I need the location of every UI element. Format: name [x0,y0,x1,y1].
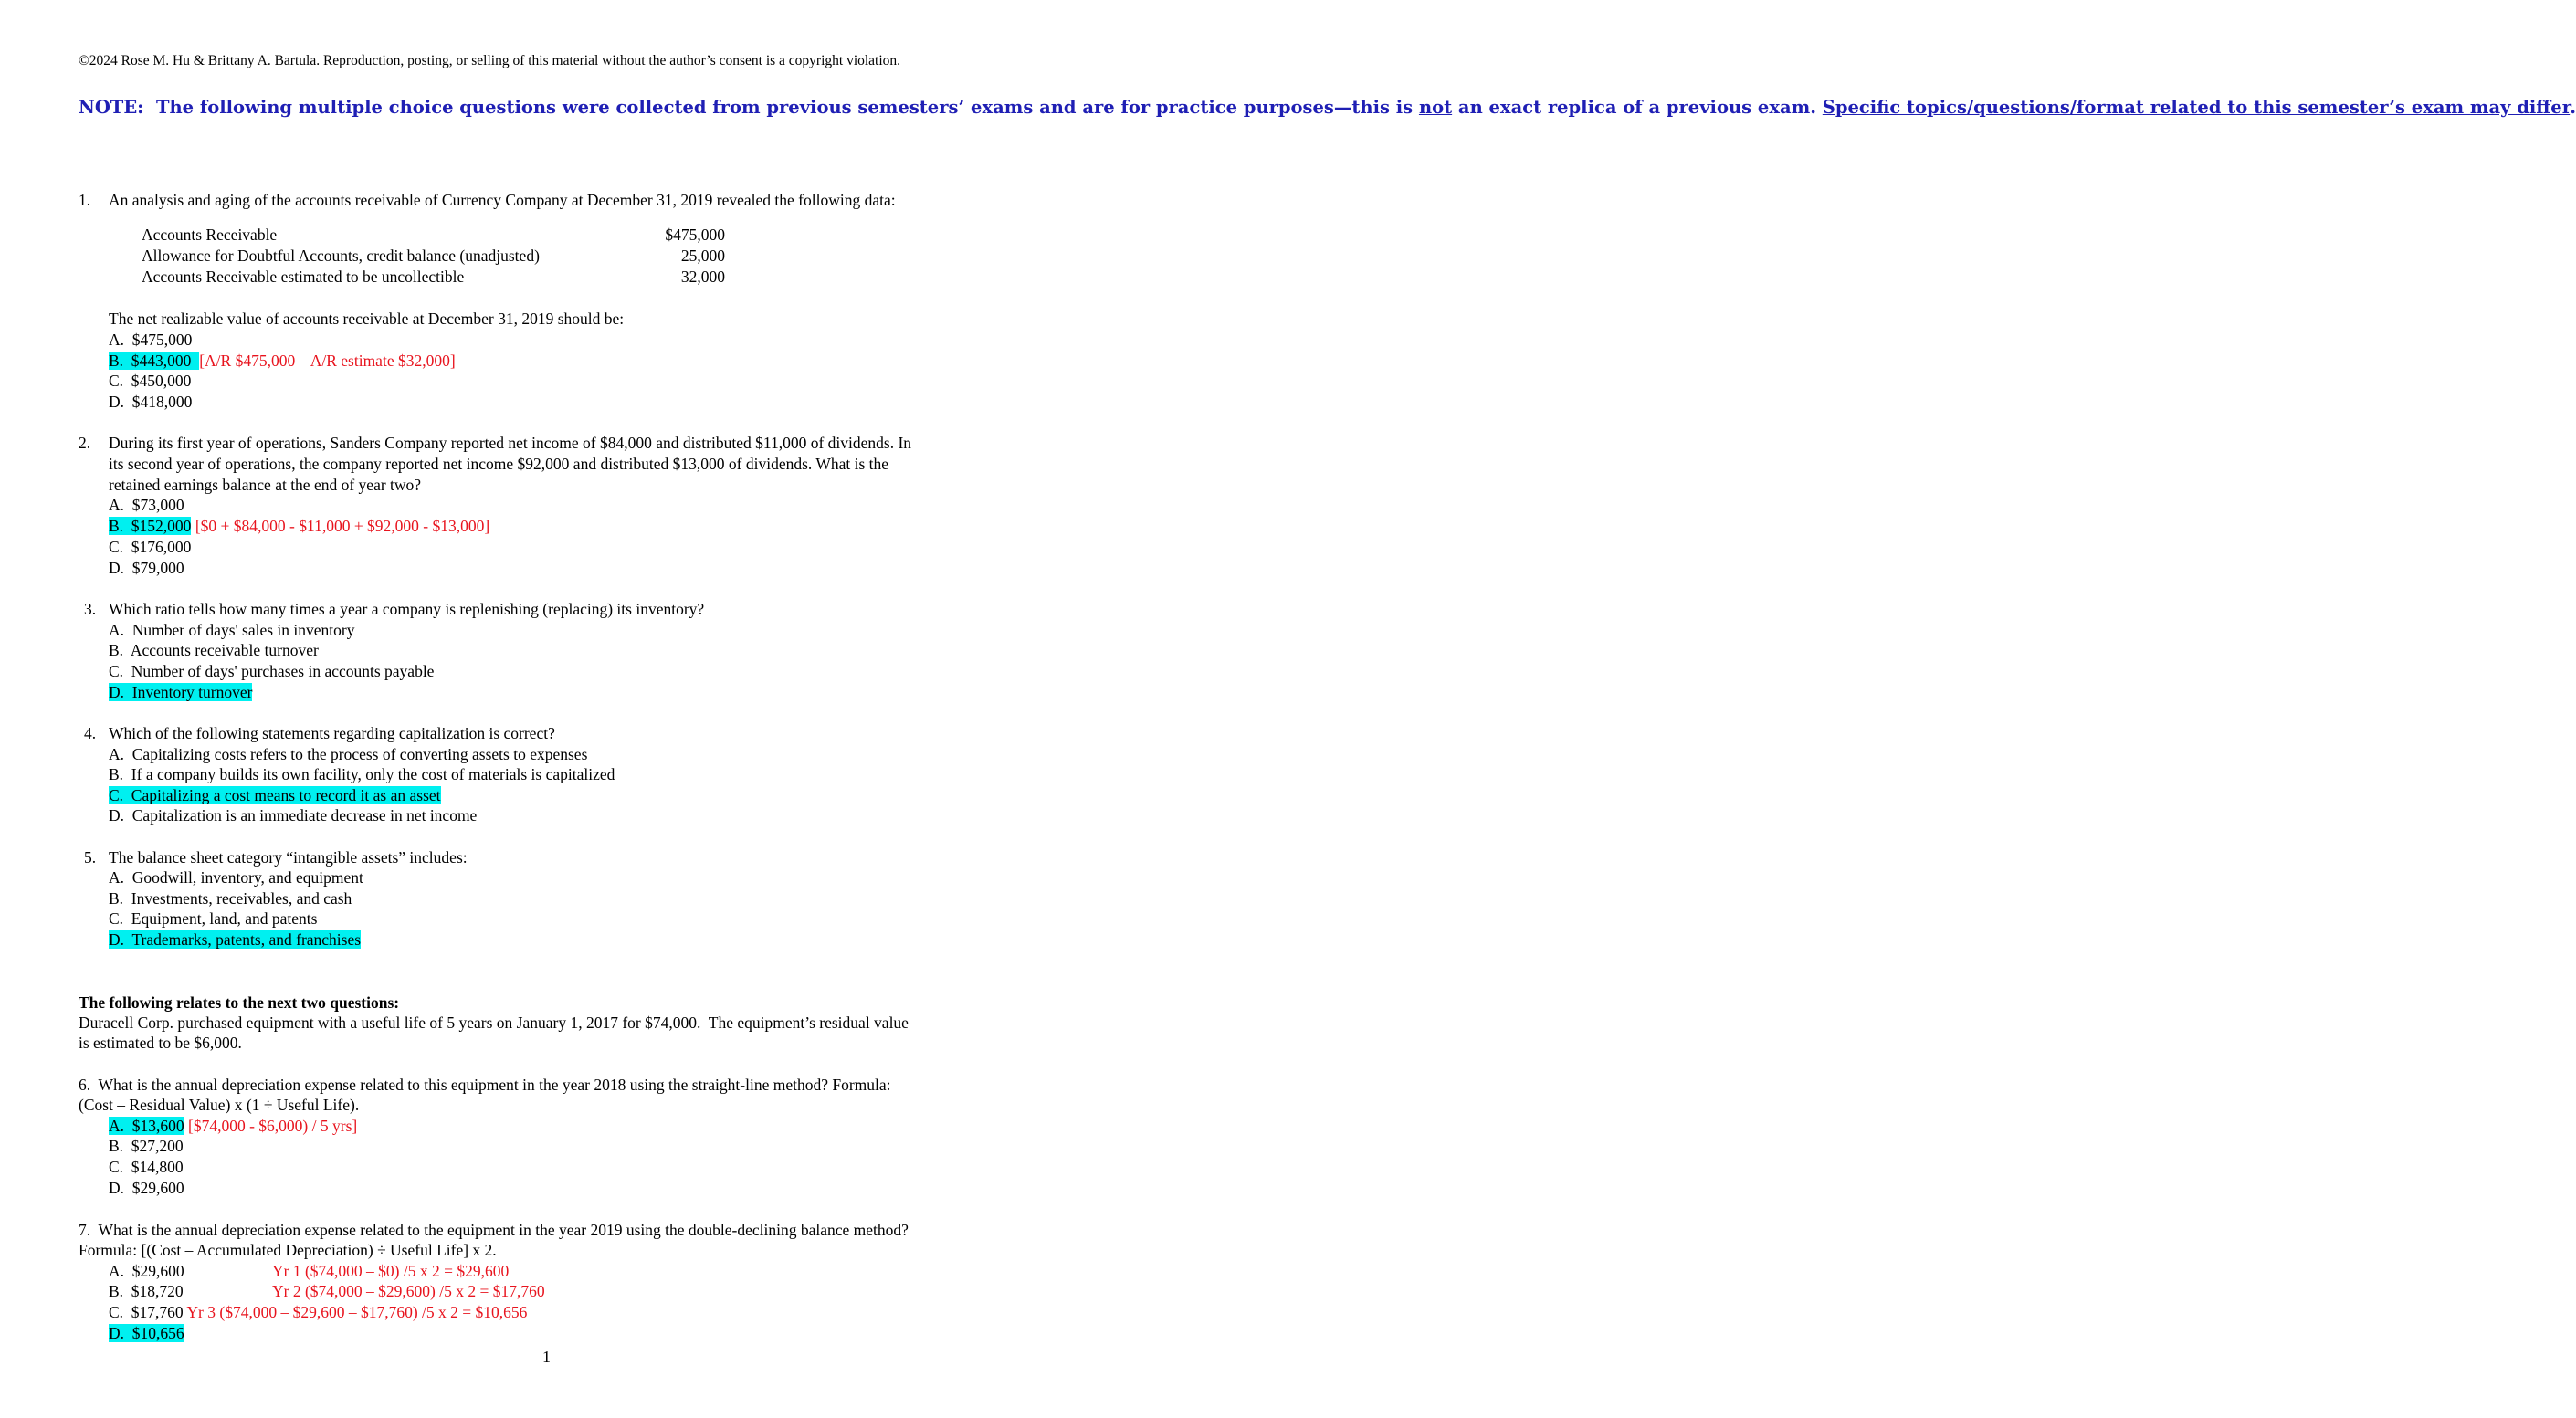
q6-answer-highlight: A. $13,600 [109,1117,184,1135]
q7-answer-highlight: D. $10,656 [109,1324,184,1342]
page-number: 1 [542,1348,551,1366]
q1-row-amount: 32,000 [680,268,725,286]
q7-option-a: A. $29,600 [109,1262,184,1280]
copyright-notice: ©2024 Rose M. Hu & Brittany A. Bartula. Reproduction, posting, or selling of this material without the author’s consent is a copyright violation. [79,53,901,68]
q6-option-c: C. $14,800 [109,1158,184,1176]
note-prefix: NOTE: The following multiple choice questions were collected from previous semesters’ exams and are for practice purposes—this is [79,97,1419,118]
q2-number: 2. [79,434,91,452]
q7-note-yr2: Yr 2 ($74,000 – $29,600) /5 x 2 = $17,760 [272,1282,545,1300]
q7-option-d [109,1323,184,1343]
q1-option-a: A. $475,000 [109,331,193,349]
q3-option-b: B. Accounts receivable turnover [109,641,319,659]
q6-stem-line: (Cost – Residual Value) x (1 ÷ Useful Life). [79,1096,360,1114]
q2-stem-line: During its first year of operations, Sanders Company reported net income of $84,000 and distributed $11,000 of dividends. In [109,434,912,452]
q2-answer-highlight: B. $152,000 [109,517,192,535]
q7-option-b: B. $18,720 [109,1282,184,1300]
q5-answer-highlight: D. Trademarks, patents, and franchises [109,930,362,949]
q1-question: The net realizable value of accounts receivable at December 31, 2019 should be: [109,310,625,328]
q4-option-a: A. Capitalizing costs refers to the process of converting assets to expenses [109,745,588,763]
q4-option-c [109,785,441,805]
q4-option-d: D. Capitalization is an immediate decrease in net income [109,806,478,825]
q2-option-b [109,516,489,536]
note-underlined: Specific topics/questions/format related to this semester’s exam may differ [1822,97,2571,118]
q1-answer-note: [A/R $475,000 – A/R estimate $32,000] [199,352,456,370]
q1-option-b [109,351,456,371]
q1-row-label: Accounts Receivable estimated to be uncollectible [142,268,465,286]
q1-stem: An analysis and aging of the accounts receivable of Currency Company at December 31, 2019 revealed the following data: [109,191,896,209]
shared-context-line: Duracell Corp. purchased equipment with a useful life of 5 years on January 1, 2017 for $74,000. The equipment’s residual value [79,1014,909,1032]
q1-number: 1. [79,191,91,209]
q3-stem: Which ratio tells how many times a year a company is replenishing (replacing) its inventory? [109,600,705,618]
q5-option-b: B. Investments, receivables, and cash [109,889,352,908]
q2-answer-note: [$0 + $84,000 - $11,000 + $92,000 - $13,000] [191,517,490,535]
q6-option-b: B. $27,200 [109,1137,184,1155]
q1-option-c: C. $450,000 [109,372,192,390]
q6-answer-note: [$74,000 - $6,000) / 5 yrs] [184,1117,358,1135]
q4-stem: Which of the following statements regarding capitalization is correct? [109,724,555,742]
q4-option-b: B. If a company builds its own facility, only the cost of materials is capitalized [109,765,615,783]
q2-stem-line: retained earnings balance at the end of year two? [109,476,422,494]
q3-option-a: A. Number of days' sales in inventory [109,621,355,639]
q1-option-d: D. $418,000 [109,393,193,411]
q1-row-label: Allowance for Doubtful Accounts, credit balance (unadjusted) [142,247,540,265]
shared-context-line: is estimated to be $6,000. [79,1034,242,1052]
q4-answer-highlight: C. Capitalizing a cost means to record it as an asset [109,786,441,804]
q6-option-d: D. $29,600 [109,1179,184,1197]
q2-option-c: C. $176,000 [109,538,192,556]
q7-stem-line: Formula: [(Cost – Accumulated Depreciation) ÷ Useful Life] x 2. [79,1241,497,1259]
note-middle: an exact replica of a previous exam. [1452,97,1823,118]
q7-stem-line: 7. What is the annual depreciation expense related to the equipment in the year 2019 using the double-declining balance method? [79,1221,909,1239]
q1-row-amount: 25,000 [680,247,725,265]
note-end: . [2570,97,2576,118]
q2-option-a: A. $73,000 [109,496,184,514]
q3-number: 3. [84,600,97,618]
q7-option-c-text: C. $17,760 [109,1303,184,1321]
shared-heading: The following relates to the next two questions: [79,993,400,1012]
q3-option-d [109,682,252,702]
q3-answer-highlight: D. Inventory turnover [109,683,253,701]
q7-note-yr3: Yr 3 ($74,000 – $29,600 – $17,760) /5 x 2 = $10,656 [183,1303,528,1321]
practice-note [79,95,2576,121]
q7-option-c [109,1302,527,1322]
q5-option-d [109,930,361,950]
q5-option-c: C. Equipment, land, and patents [109,909,318,928]
q5-number: 5. [84,848,97,867]
q2-stem-line: its second year of operations, the company reported net income $92,000 and distributed $13,000 of dividends. What is the [109,455,889,473]
q1-row-amount: $475,000 [665,226,725,244]
q6-option-a [109,1116,357,1136]
q1-row-label: Accounts Receivable [142,226,278,244]
q6-stem-line: 6. What is the annual depreciation expense related to this equipment in the year 2018 using the straight-line method? Formula: [79,1076,891,1094]
q7-note-yr1: Yr 1 ($74,000 – $0) /5 x 2 = $29,600 [272,1262,510,1280]
q5-stem: The balance sheet category “intangible assets” includes: [109,848,468,867]
q4-number: 4. [84,724,97,742]
q2-option-d: D. $79,000 [109,559,184,577]
q1-answer-highlight: B. $443,000 [109,352,200,370]
q5-option-a: A. Goodwill, inventory, and equipment [109,868,363,887]
q3-option-c: C. Number of days' purchases in accounts payable [109,662,435,680]
note-not: not [1418,97,1453,118]
